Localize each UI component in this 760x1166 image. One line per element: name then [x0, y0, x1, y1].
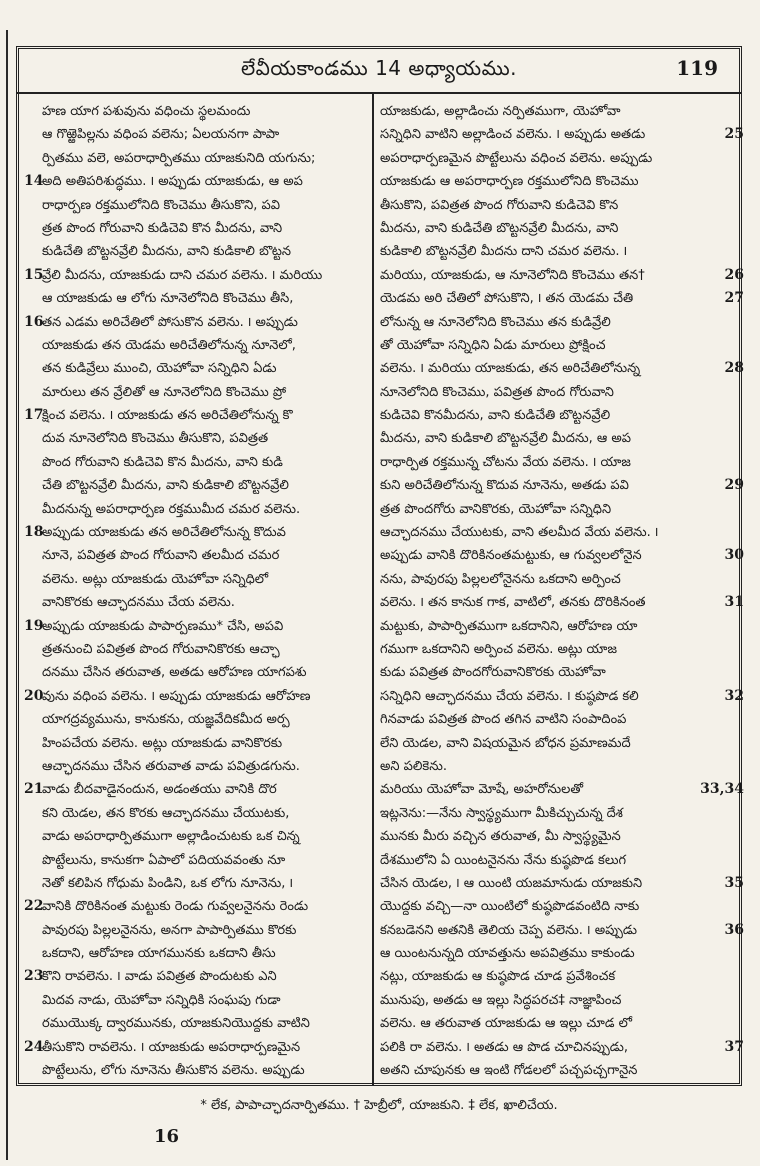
verse-number: 17	[24, 407, 44, 424]
verse-text: కొని రావలెను. ౹ వాడు పవిత్రత పొందుటకు ఎని	[42, 969, 277, 985]
text-line	[24, 170, 368, 193]
text-line	[380, 802, 720, 825]
text-line	[24, 1036, 368, 1059]
verse-number: 37	[724, 1038, 744, 1055]
text-line	[24, 217, 368, 240]
verse-number: 35	[724, 874, 744, 891]
text-line	[24, 825, 368, 848]
verse-text: క్షించ వలెను. ౹ యాజకుడు తన అరిచేతిలోనున్న కొ	[42, 408, 293, 424]
verse-text: దువ నూనెలోనిది కొంచెము తీసుకొని, పవిత్రత	[42, 431, 269, 447]
verse-text: మరియు, యాజకుడు, ఆ నూనెలోనిది కొంచెము తన†	[380, 267, 645, 283]
text-line	[24, 1012, 368, 1035]
verse-text: ర్పితము వలె, అపరాధార్పితము యాజకునిది యగును;	[42, 150, 316, 166]
verse-text: హింపచేయ వలెను. అట్లు యాజకుడు వానికొరకు	[42, 735, 283, 751]
verse-text: మిదవ నాడు, యెహోవా సన్నిధికి సంఘపు గుడా	[42, 992, 281, 1008]
verse-text: మునుపు, అతడు ఆ ఇల్లు సిద్ధపరచ‡ నాజ్ఞాపించ	[380, 992, 622, 1008]
verse-text: యొద్దకు వచ్చి—నా యింటిలో కుష్ఠపొడవంటిది నాకు	[380, 899, 640, 915]
verse-number: 23	[24, 968, 44, 985]
verse-text: అతని చూపునకు ఆ ఇంటి గోడలలో పచ్చపచ్చగానైన	[380, 1063, 638, 1079]
text-line	[24, 965, 368, 988]
text-line	[380, 591, 744, 614]
text-line	[24, 942, 368, 965]
text-line	[24, 357, 368, 380]
text-line	[24, 802, 368, 825]
verse-text: కుడికాలి బొట్టనవ్రేలి మీదను దాని చమర వలెను. ౹	[380, 244, 628, 260]
text-line	[380, 264, 744, 287]
verse-text: అని పలికెను.	[380, 758, 447, 774]
verse-number: 19	[24, 617, 44, 634]
verse-number: 32	[724, 687, 744, 704]
verse-text: సన్నిధిని ఆచ్ఛాదనము చేయ వలెను. ౹ కుష్ఠపొడ కలి	[380, 688, 639, 704]
verse-text: వును వధింప వలెను. ౹ అప్పుడు యాజకుడు ఆరోహణ	[42, 688, 311, 704]
text-line	[380, 451, 720, 474]
text-line	[380, 287, 744, 310]
verse-number: 24	[24, 1038, 44, 1055]
verse-text: ఆ గొఱ్ఱెపిల్లను వధింప వలెను; ఏలయనగా పాపా	[42, 127, 280, 143]
verse-text: యెడమ అరి చేతిలో పోసుకొని, ౹ తన యెడమ చేతి	[380, 291, 634, 307]
verse-text: దేశములోని ఏ యింటనైనను నేను కుష్ఠపొడ కలుగ	[380, 852, 627, 868]
text-line	[380, 778, 744, 801]
text-line	[380, 942, 720, 965]
text-line	[380, 685, 744, 708]
text-line	[24, 404, 368, 427]
text-line	[380, 989, 720, 1012]
text-line	[380, 521, 720, 544]
verse-text: తీసుకొని, పవిత్రత పొంద గోరువాని కుడిచెవి కొన	[380, 197, 619, 213]
verse-text: తన ఎడమ అరిచేతిలో పోసుకొన వలెను. ౹ అప్పుడు	[42, 314, 298, 330]
verse-text: అప్పుడు యాజకుడు పాపార్పణము* చేసి, అపవి	[42, 618, 284, 634]
running-title: లేవీయకాండము 14 అధ్యాయము.	[240, 56, 518, 80]
text-line	[380, 708, 720, 731]
verse-text: ఒకదాని, ఆరోహణ యాగమునకు ఒకదాని తీసు	[42, 946, 276, 962]
verse-text: వాడు బీదవాడైనందున, అడంతయు వానికి దొర	[42, 782, 277, 798]
verse-number: 21	[24, 781, 44, 798]
text-line	[380, 100, 720, 123]
verse-text: ఆచ్ఛాదనము చేయుటకు, వాని తలమీద వేయ వలెను. ౹	[380, 525, 659, 541]
text-line	[24, 638, 368, 661]
text-line	[380, 638, 720, 661]
verse-text: పలికి రా వలెను. ౹ అతడు ఆ పొడ చూచినప్పుడు,	[380, 1039, 628, 1055]
verse-text: సన్నిధిని వాటిని అల్లాడించ వలెను. ౹ అప్పుడు అతడు	[380, 127, 646, 143]
verse-text: చేసిన యెడల, ౹ ఆ యింటి యజమానుడు యాజకుని	[380, 875, 643, 891]
verse-text: కుడిచేతి బొట్టనవ్రేలి మీదను, వాని కుడికాలి బొట్టన	[42, 244, 292, 260]
verse-text: చేతి బొట్టనవ్రేలి మీదను, వాని కుడికాలి బొట్టనవ్రేలి	[42, 478, 289, 494]
verse-text: తీసుకొని రావలెను. ౹ యాజకుడు అపరాధార్పణమైన	[42, 1039, 301, 1055]
text-line	[24, 544, 368, 567]
verse-text: కుని అరిచేతిలోనున్న కొదువ నూనెను, అతడు పవి	[380, 478, 629, 494]
verse-text: అది అతిపరిశుద్ధము. ౹ అప్పుడు యాజకుడు, ఆ అప	[42, 174, 303, 190]
verse-text: అప్పుడు వానికి దొరికినంతమట్టుకు, ఆ గువ్వలలోనైన	[380, 548, 642, 564]
text-line	[380, 381, 720, 404]
text-line	[24, 989, 368, 1012]
text-line	[380, 895, 720, 918]
verse-text: అప్పుడు యాజకుడు తన అరిచేతిలోనున్న కొదువ	[42, 525, 286, 541]
verse-number: 14	[24, 173, 44, 190]
verse-number: 30	[724, 547, 744, 564]
text-line	[380, 474, 744, 497]
verse-text: యాజకుడు తన యెడమ అరిచేతిలోనున్న నూనెలో,	[42, 337, 296, 353]
text-line	[380, 615, 720, 638]
verse-number: 16	[24, 313, 44, 330]
text-line	[24, 919, 368, 942]
text-line	[24, 708, 368, 731]
verse-number: 28	[724, 360, 744, 377]
verse-text: కుడిచెవి కొనమీదను, వాని కుడిచేతి బొట్టనవ్రేలి	[380, 408, 611, 424]
verse-text: కుడు పవిత్రత పొందగోరువానికొరకు యెహోవా	[380, 665, 606, 681]
text-line	[24, 451, 368, 474]
verse-text: యాజకుడు ఆ అపరాధార్పణ రక్తములోనిది కొంచెము	[380, 174, 639, 190]
verse-text: వాడు అపరాధార్పితముగా అల్లాడించుటకు ఒక చిన్న	[42, 829, 300, 845]
verse-text: ఇట్లనెను:—నేను స్వాస్థ్యముగా మీకిచ్చుచున్న దేశ	[380, 805, 623, 821]
text-line	[24, 1059, 368, 1082]
verse-number: 20	[24, 687, 44, 704]
text-line	[380, 919, 744, 942]
text-line	[24, 778, 368, 801]
text-line	[380, 872, 744, 895]
signature-folio: 16	[154, 1126, 180, 1147]
verse-text: మరియు యెహోవా మోషే, అహరోనులతో	[380, 782, 584, 798]
text-line	[24, 685, 368, 708]
verse-text: ఆ యాజకుడు ఆ లోగు నూనెలోనిది కొంచెము తీసి,	[42, 291, 294, 307]
text-line	[380, 965, 720, 988]
verse-number: 33,34	[700, 781, 744, 798]
verse-text: వలెను. ౹ మరియు యాజకుడు, తన అరిచేతిలోనున్న	[380, 361, 641, 377]
verse-text: లోనున్న ఆ నూనెలోనిది కొంచెము తన కుడివ్రేలి	[380, 314, 611, 330]
text-line	[24, 872, 368, 895]
verse-number: 18	[24, 524, 44, 541]
verse-text: మీదను, వాని కుడిచేతి బొట్టనవ్రేలి మీదను, వాని	[380, 220, 619, 236]
text-line	[24, 264, 368, 287]
verse-text: త్రత పొంద గోరువాని కుడిచెవి కొన మీదను, వాని	[42, 220, 283, 236]
text-line	[380, 568, 720, 591]
verse-text: యాగద్రవ్యమును, కానుకను, యజ్ఞవేదికమీద అర్ప	[42, 712, 290, 728]
verse-text: గముగా ఒకదానిని అర్పించ వలెను. అట్లు యాజ	[380, 641, 617, 657]
text-line	[380, 334, 720, 357]
text-line	[24, 311, 368, 334]
verse-text: వానికి దొరికినంత మట్టుకు రెండు గువ్వలనైనను రెండు	[42, 899, 309, 915]
verse-text: మీదనున్న అపరాధార్పణ రక్తముమీద చమర వలెను.	[42, 501, 301, 517]
text-line	[380, 755, 720, 778]
text-line	[24, 498, 368, 521]
verse-text: కని యెడల, తన కొరకు ఆచ్ఛాదనము చేయుటకు,	[42, 805, 290, 821]
verse-number: 25	[724, 126, 744, 143]
verse-text: యాజకుడు, అల్లాడించు నర్పితముగా, యెహోవా	[380, 104, 621, 119]
text-line	[380, 357, 744, 380]
text-line	[24, 732, 368, 755]
verse-text: పొట్టేలును, కానుకగా ఏపాలో పదియవవంతు నూ	[42, 852, 286, 868]
text-line	[380, 825, 720, 848]
text-line	[380, 311, 720, 334]
text-line	[24, 568, 368, 591]
verse-number: 26	[724, 266, 744, 283]
verse-number: 31	[724, 594, 744, 611]
verse-number: 22	[24, 898, 44, 915]
verse-text: ఆ యింటనున్నది యావత్తును అపవిత్రము కాకుండు	[380, 946, 635, 962]
verse-text: గినవాడు పవిత్రత పొంద తగిన వాటిని సంపాదింప	[380, 712, 627, 728]
verse-number: 29	[724, 477, 744, 494]
verse-text: మారులు తన వ్రేలితో ఆ నూనెలోనిది కొంచెము ప్రో	[42, 384, 287, 400]
verse-number: 27	[724, 290, 744, 307]
verse-text: నెతో కలిపిన గోధుమ పిండిని, ఒక లోగు నూనెను, ౹	[42, 875, 294, 891]
text-line	[380, 123, 744, 146]
verse-text: త్రతనుంచి పవిత్రత పొంద గోరువానికొరకు ఆచ్ఛా	[42, 641, 280, 657]
verse-text: త్రత పొందగోరు వానికొరకు, యెహోవా సన్నిధిని	[380, 501, 612, 517]
verse-text: రాధార్పణ రక్తములోనిది కొంచెము తీసుకొని, పవి	[42, 197, 280, 213]
text-line	[380, 194, 720, 217]
verse-text: నూనె, పవిత్రత పొంద గోరువాని తలమీద చమర	[42, 548, 280, 564]
text-line	[380, 217, 720, 240]
text-line	[380, 147, 720, 170]
text-line	[380, 1059, 720, 1082]
text-line	[24, 615, 368, 638]
text-line	[24, 755, 368, 778]
verse-number: 36	[724, 921, 744, 938]
text-line	[380, 849, 720, 872]
text-line	[380, 498, 720, 521]
verse-text: వ్రేలి మీదను, యాజకుడు దాని చమర వలెను. ౹ మరియు	[42, 267, 323, 283]
left-column	[24, 100, 368, 1080]
verse-text: రాధార్పిత రక్తమున్న చోటను వేయ వలెను. ౹ యాజ	[380, 454, 631, 470]
verse-text: హణ యాగ పశువును వధించు స్థలమందు	[42, 104, 251, 119]
page-number: 119	[676, 56, 718, 80]
verse-text: వలెను. ఆ తరువాత యాజకుడు ఆ ఇల్లు చూడ లో	[380, 1016, 632, 1032]
verse-text: తో యెహోవా సన్నిధిని ఏడు మారులు ప్రోక్షించ	[380, 337, 606, 353]
text-line	[24, 381, 368, 404]
text-line	[380, 732, 720, 755]
verse-number: 15	[24, 266, 44, 283]
verse-text: వలెను. ౹ తన కానుక గాక, వాటిలో, తనకు దొరికినంత	[380, 595, 646, 611]
verse-text: కనబడెనని అతనికి తెలియ చెప్ప వలెను. ౹ అప్పుడు	[380, 922, 638, 938]
verse-text: లేని యెడల, వాని విషయమైన బోధన ప్రమాణమదే	[380, 735, 631, 751]
text-line	[24, 661, 368, 684]
verse-text: మునకు మీరు వచ్చిన తరువాత, మీ స్వాస్థ్యమైన	[380, 829, 621, 845]
text-line	[24, 240, 368, 263]
page-header	[16, 46, 742, 94]
text-line	[24, 849, 368, 872]
text-line	[380, 404, 720, 427]
text-line	[24, 123, 368, 146]
text-line	[24, 474, 368, 497]
text-line	[380, 544, 744, 567]
footnotes: * లేక, పాపాచ్ఛాదనార్పితము. † హెబ్రీలో, యాజకుని. ‡ లేక, ఖాలిచేయ.	[200, 1098, 558, 1113]
text-line	[380, 1036, 744, 1059]
text-line	[24, 521, 368, 544]
text-line	[380, 427, 720, 450]
text-line	[380, 170, 720, 193]
verse-text: వానికొరకు ఆచ్ఛాదనము చేయ వలెను.	[42, 595, 235, 611]
text-line	[24, 147, 368, 170]
verse-text: దనము చేసిన తరువాత, అతడు ఆరోహణ యాగపశు	[42, 665, 307, 681]
binding-edge	[6, 30, 8, 1160]
verse-text: నట్లు, యాజకుడు ఆ కుష్ఠపొడ చూడ ప్రవేశించక	[380, 969, 616, 985]
column-divider	[372, 94, 374, 1086]
verse-text: రముయొక్క ద్వారమునకు, యాజకునియొద్దకు వాటిని	[42, 1016, 310, 1032]
text-line	[380, 661, 720, 684]
verse-text: తన కుడివ్రేలు ముంచి, యెహోవా సన్నిధిని ఏడు	[42, 361, 277, 377]
verse-text: పావురపు పిల్లలనైనను, అనగా పాపార్పితము కొరకు	[42, 922, 297, 938]
verse-text: మీదను, వాని కుడికాలి బొట్టనవ్రేలి మీదను, ఆ అప	[380, 431, 631, 447]
text-line	[24, 194, 368, 217]
verse-text: అపరాధార్పణమైన పొట్టేలును వధించ వలెను. అప్పుడు	[380, 150, 653, 166]
verse-text: నను, పావురపు పిల్లలలోనైనను ఒకదాని అర్పించ	[380, 571, 621, 587]
verse-text: నూనెలోనిది కొంచెము, పవిత్రత పొంద గోరువాని	[380, 384, 614, 400]
verse-text: ఆచ్ఛాదనము చేసిన తరువాత వాడు పవిత్రుడగును.	[42, 758, 300, 774]
verse-text: పొట్టేలును, లోగు నూనెను తీసుకొన వలెను. అప్పుడు	[42, 1063, 305, 1079]
verse-text: వలెను. అట్లు యాజకుడు యెహోవా సన్నిధిలో	[42, 571, 269, 587]
text-line	[24, 100, 368, 123]
text-line	[380, 240, 720, 263]
text-line	[24, 591, 368, 614]
text-line	[24, 334, 368, 357]
right-column	[380, 100, 744, 1080]
verse-text: పొంద గోరువాని కుడిచెవి కొన మీదను, వాని కుడి	[42, 454, 283, 470]
text-line	[24, 287, 368, 310]
verse-text: మట్టుకు, పాపార్పితముగా ఒకదానిని, ఆరోహణ యా	[380, 618, 638, 634]
text-line	[24, 895, 368, 918]
text-line	[24, 427, 368, 450]
text-line	[380, 1012, 720, 1035]
